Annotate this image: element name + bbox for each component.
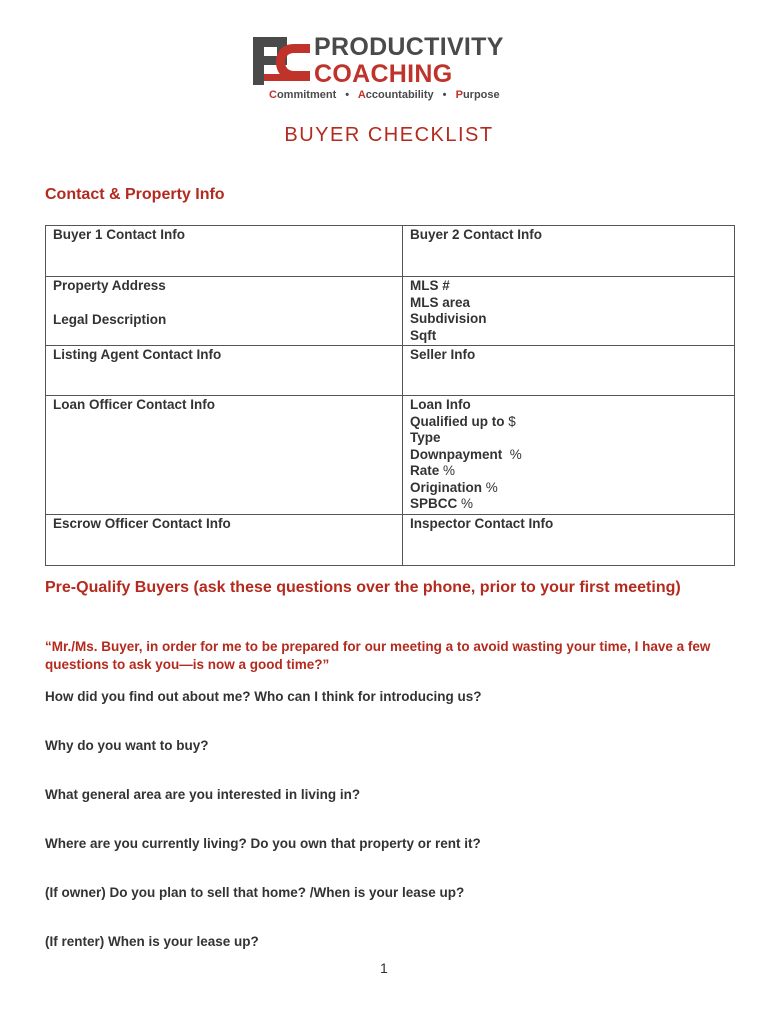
question-item: (If owner) Do you plan to sell that home? /When is your lease up? [45, 885, 465, 900]
origination-line [410, 480, 727, 497]
company-logo [250, 32, 540, 104]
spacer [53, 295, 395, 312]
table-row [46, 226, 735, 277]
percent-unit: % [509, 446, 522, 462]
page-number: 1 [380, 960, 388, 976]
buyer-1-contact-label: Buyer 1 Contact Info [53, 227, 186, 242]
table-row [46, 396, 735, 515]
percent-unit: % [443, 463, 456, 478]
mls-number-label: MLS # [410, 278, 450, 293]
tagline-initial-purpose: P [455, 89, 463, 101]
table-cell [403, 226, 735, 277]
question-item: How did you find out about me? Who can I think for introducing us? [45, 689, 482, 704]
pc-monogram-icon [250, 34, 312, 88]
origination-label: Origination [410, 479, 482, 495]
table-row [46, 277, 735, 346]
logo-wordmark-coaching: COACHING [314, 60, 453, 88]
subdivision-label: Subdivision [410, 311, 487, 326]
spbcc-line [410, 496, 727, 513]
tagline-word-commitment: ommitment [276, 89, 337, 101]
listing-agent-contact-label: Listing Agent Contact Info [53, 347, 222, 362]
table-row [46, 346, 735, 396]
table-cell [46, 514, 403, 565]
table-cell [403, 277, 735, 346]
phone-script-quote: “Mr./Ms. Buyer, in order for me to be prepared for our meeting a to avoid wasting your time, I have a few questions to ask you—is now a good time?” [45, 639, 711, 672]
rate-line [410, 463, 727, 480]
seller-info-label: Seller Info [410, 347, 476, 362]
rate-label: Rate [410, 463, 440, 478]
section-heading-prequalify: Pre-Qualify Buyers (ask these questions over the phone, prior to your first meeting) [45, 579, 681, 596]
logo-wordmark-productivity: PRODUCTIVITY [314, 33, 504, 61]
question-item: What general area are you interested in living in? [45, 787, 361, 802]
percent-unit: % [485, 479, 498, 495]
table-cell [403, 514, 735, 565]
tagline-initial-accountability: A [357, 89, 366, 101]
sqft-label: Sqft [410, 327, 437, 343]
dollar-unit: $ [508, 413, 516, 429]
logo-tagline [269, 89, 500, 101]
contact-property-table [45, 225, 735, 566]
tagline-word-purpose: urpose [462, 89, 500, 101]
question-item: (If renter) When is your lease up? [45, 934, 259, 949]
percent-unit: % [461, 496, 474, 511]
table-cell [46, 396, 403, 515]
legal-description-label: Legal Description [53, 311, 167, 327]
spbcc-label: SPBCC [410, 496, 458, 511]
table-cell [46, 346, 403, 396]
mls-area-label: MLS area [410, 294, 471, 310]
property-address-label: Property Address [53, 278, 166, 293]
downpayment-line [410, 447, 727, 464]
downpayment-label: Downpayment [410, 446, 503, 462]
tagline-separator: • [345, 89, 350, 101]
escrow-officer-contact-label: Escrow Officer Contact Info [53, 515, 231, 531]
table-cell [403, 396, 735, 515]
buyer-2-contact-label: Buyer 2 Contact Info [410, 227, 543, 242]
qualified-up-to-label: Qualified up to [410, 413, 505, 429]
tagline-separator: • [442, 89, 447, 101]
loan-officer-contact-label: Loan Officer Contact Info [53, 397, 215, 412]
tagline-word-accountability: ccountability [365, 89, 434, 101]
document-title: BUYER CHECKLIST [284, 124, 494, 146]
tagline-initial-commitment: C [269, 89, 277, 101]
loan-info-label: Loan Info [410, 397, 471, 412]
table-cell [46, 226, 403, 277]
section-heading-contact: Contact & Property Info [45, 186, 225, 203]
table-row [46, 514, 735, 565]
table-cell [403, 346, 735, 396]
question-item: Why do you want to buy? [45, 738, 209, 753]
loan-type-label: Type [410, 430, 441, 445]
inspector-contact-label: Inspector Contact Info [410, 515, 554, 531]
table-cell [46, 277, 403, 346]
question-item: Where are you currently living? Do you own that property or rent it? [45, 836, 481, 851]
qualified-up-to-line [410, 414, 727, 431]
